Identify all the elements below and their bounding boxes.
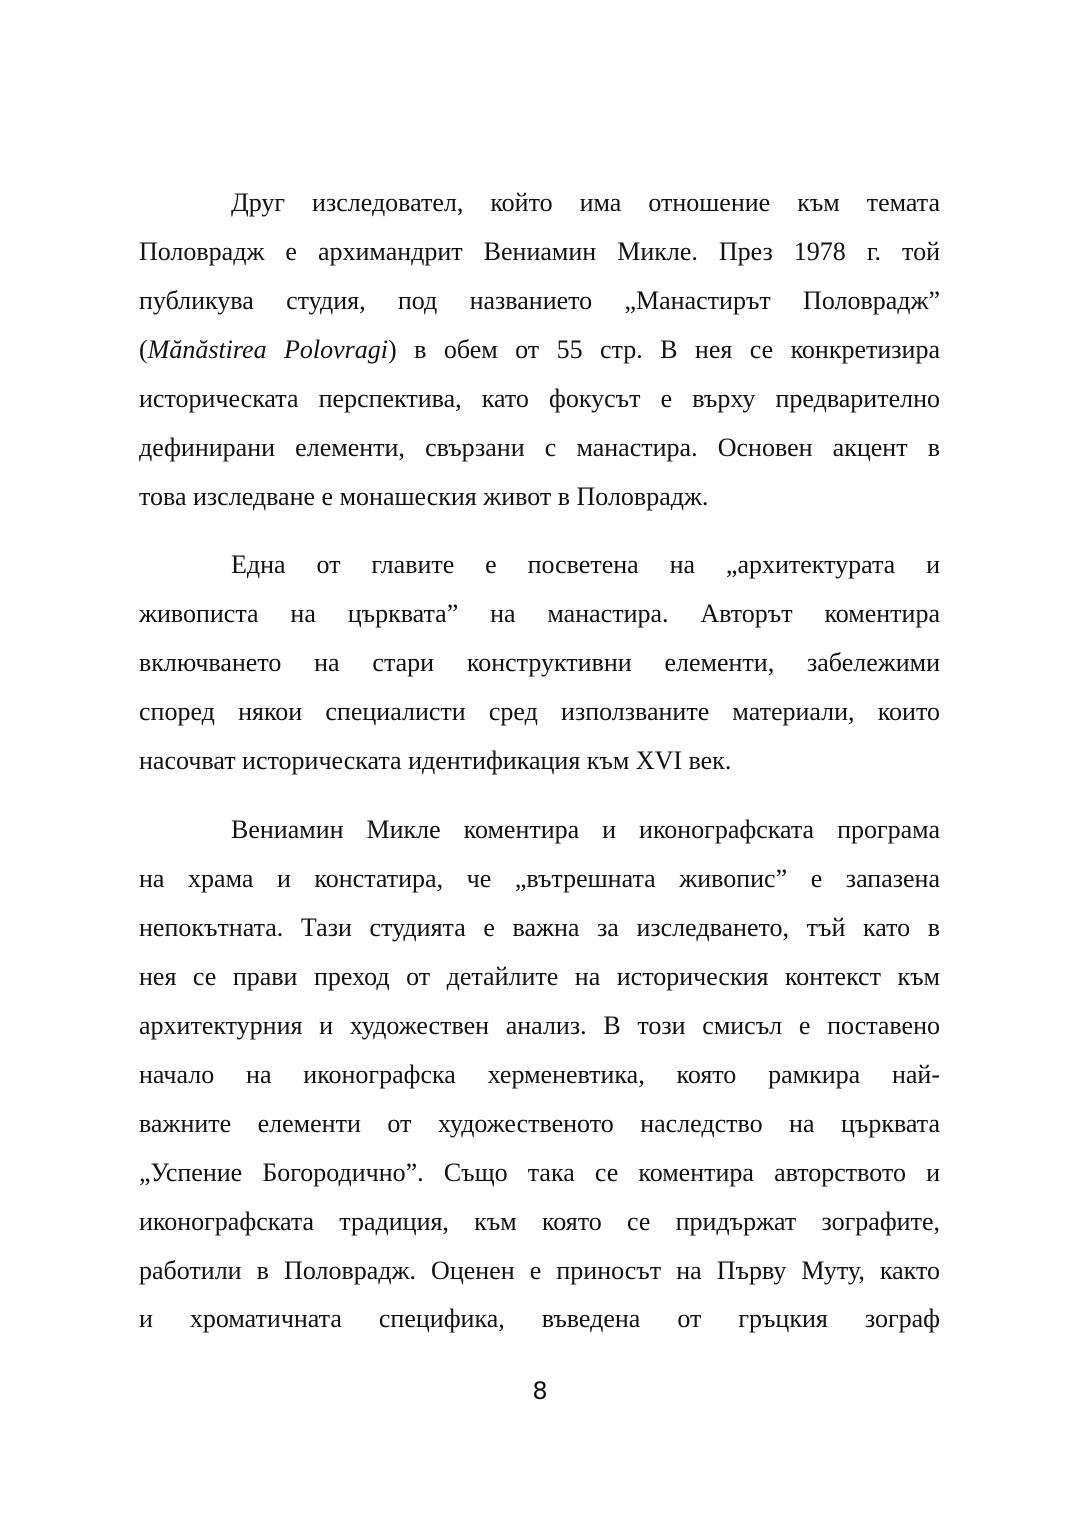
paragraph-2-line-2: живописта на църквата” на манастира. Авторът коментира <box>139 599 940 628</box>
paragraph-3-line-6: начало на иконографска херменевтика, която рамкира най- <box>139 1060 940 1089</box>
paragraph-2-line-4: според някои специалисти сред използваните материали, които <box>139 697 940 726</box>
paragraph-3-line-9: иконографската традиция, към която се придържат зографите, <box>139 1207 940 1236</box>
paragraph-3-line-5: архитектурния и художествен анализ. В този смисъл е поставено <box>139 1011 940 1040</box>
paragraph-3-line-7: важните елементи от художественото наследство на църквата <box>139 1109 940 1138</box>
paragraph-1-line-2: Половрадж е архимандрит Вениамин Микле. През 1978 г. той <box>139 237 940 266</box>
page-number: 8 <box>532 1377 548 1405</box>
paragraph-2-line-3: включването на стари конструктивни елементи, забележими <box>139 648 940 677</box>
line-rest: ) в обем от 55 стр. В нея се конкретизира <box>388 335 941 364</box>
paragraph-1-line-4 <box>139 335 940 365</box>
paragraph-1-line-6: дефинирани елементи, свързани с манастира. Основен акцент в <box>139 433 940 462</box>
paragraph-1-line-7: това изследване е монашеския живот в Половрадж. <box>139 482 709 511</box>
paragraph-2-line-1: Една от главите е посветена на „архитектурата и <box>231 550 940 579</box>
paragraph-2-line-5: насочват историческата идентификация към XVI век. <box>139 746 732 775</box>
paragraph-3-line-3: непокътната. Тази студията е важна за изследването, тъй като в <box>139 913 940 942</box>
paragraph-3-line-4: нея се прави преход от детайлите на историческия контекст към <box>139 962 940 991</box>
italic-title: Mănăstirea Polovragi <box>147 335 389 364</box>
paragraph-3-line-10: работили в Половрадж. Оценен е приносът на Първу Муту, както <box>139 1256 940 1285</box>
paren-open: ( <box>139 335 148 364</box>
paragraph-3-line-2: на храма и констатира, че „вътрешната живопис” е запазена <box>139 864 940 893</box>
paragraph-3-line-8: „Успение Богородично”. Също така се коментира авторството и <box>139 1158 940 1187</box>
paragraph-1-line-5: историческата перспектива, като фокусът е върху предварително <box>139 384 940 413</box>
paragraph-3-line-1: Вениамин Микле коментира и иконографската програма <box>231 815 940 844</box>
paragraph-3-line-11: и хроматичната специфика, въведена от гръцкия зограф <box>139 1304 940 1333</box>
paragraph-1-line-3: публикува студия, под названието „Манастирът Половрадж” <box>139 286 940 315</box>
paragraph-1-line-1: Друг изследовател, който има отношение към темата <box>231 188 940 217</box>
